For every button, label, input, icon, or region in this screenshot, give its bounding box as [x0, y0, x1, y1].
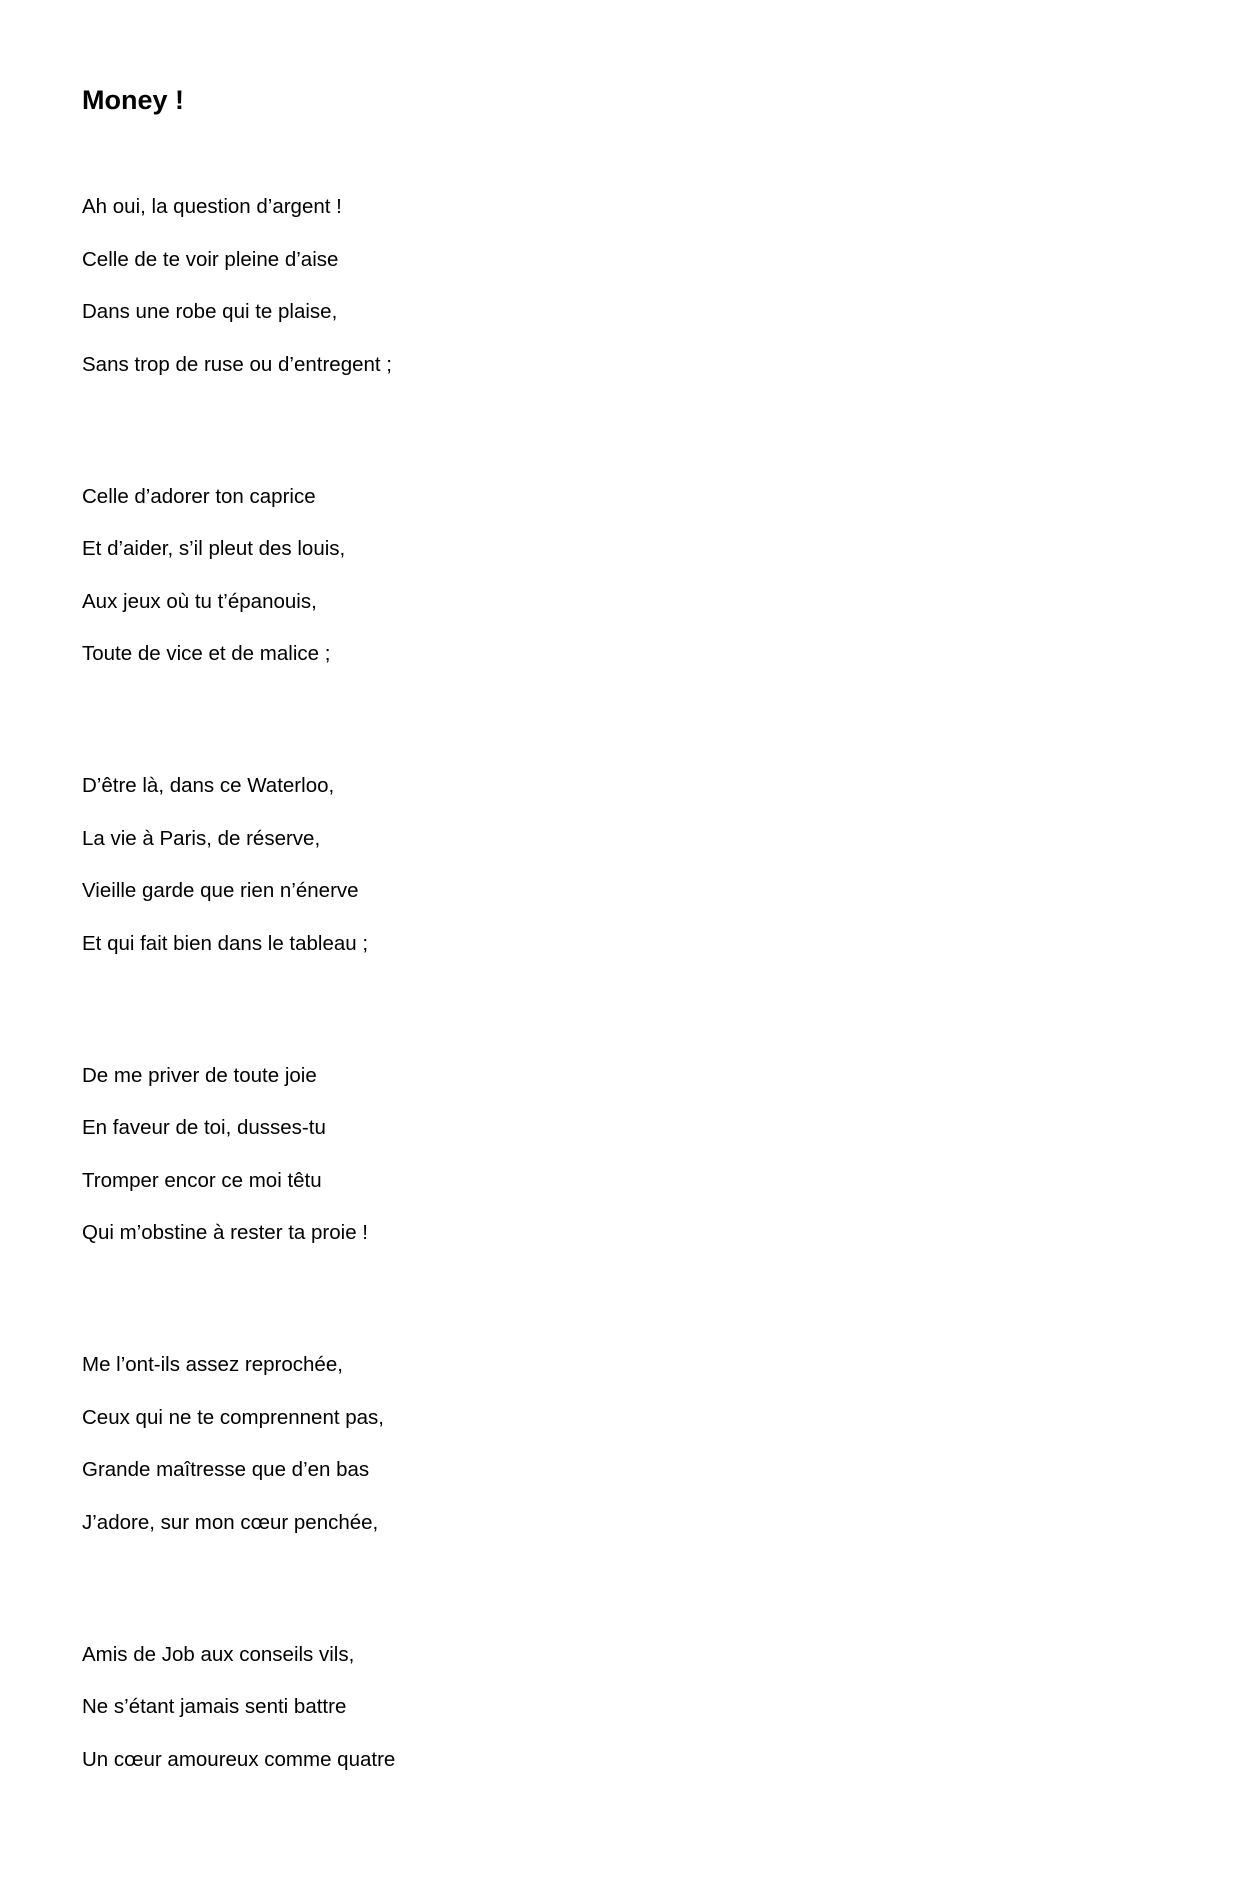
stanza-3 — [82, 772, 1082, 958]
poem-line: En faveur de toi, dusses-tu — [82, 1116, 326, 1139]
stanza-2 — [82, 483, 1082, 669]
poem-line: Et d’aider, s’il pleut des louis, — [82, 537, 346, 560]
stanza-6 — [82, 1641, 1082, 1774]
stanza-1 — [82, 193, 1082, 379]
poem-line: Un cœur amoureux comme quatre — [82, 1747, 396, 1771]
poem-line: Grande maîtresse que d’en bas — [82, 1458, 370, 1481]
poem-line: Celle d’adorer ton caprice — [82, 484, 316, 508]
poem-line: Celle de te voir pleine d’aise — [82, 247, 339, 271]
poem-line: Sans trop de ruse ou d’entregent ; — [82, 352, 392, 376]
poem-title: Money ! — [82, 85, 185, 115]
poem-line: De me priver de toute joie — [82, 1063, 317, 1087]
poem-line: Ceux qui ne te comprennent pas, — [82, 1405, 384, 1429]
poem-line: J’adore, sur mon cœur penchée, — [82, 1510, 379, 1534]
poem-line: D’être là, dans ce Waterloo, — [82, 774, 335, 797]
poem-line: Aux jeux où tu t’épanouis, — [82, 589, 317, 613]
poem-line: La vie à Paris, de réserve, — [82, 826, 321, 850]
poem-line: Dans une robe qui te plaise, — [82, 300, 338, 323]
poem-line: Ne s’étant jamais senti battre — [82, 1695, 347, 1718]
poem-line: Ah oui, la question d’argent ! — [82, 195, 342, 218]
poem-line: Me l’ont-ils assez reprochée, — [82, 1353, 343, 1376]
poem-line: Tromper encor ce moi têtu — [82, 1168, 322, 1192]
poem-line: Et qui fait bien dans le tableau ; — [82, 931, 369, 955]
poem-body — [82, 193, 1082, 1878]
poem-line: Qui m’obstine à rester ta proie ! — [82, 1221, 368, 1244]
poem-line: Amis de Job aux conseils vils, — [82, 1642, 355, 1666]
poem-line: Vieille garde que rien n’énerve — [82, 879, 359, 902]
poem-line: Toute de vice et de malice ; — [82, 642, 331, 665]
stanza-5 — [82, 1351, 1082, 1537]
stanza-4 — [82, 1062, 1082, 1248]
